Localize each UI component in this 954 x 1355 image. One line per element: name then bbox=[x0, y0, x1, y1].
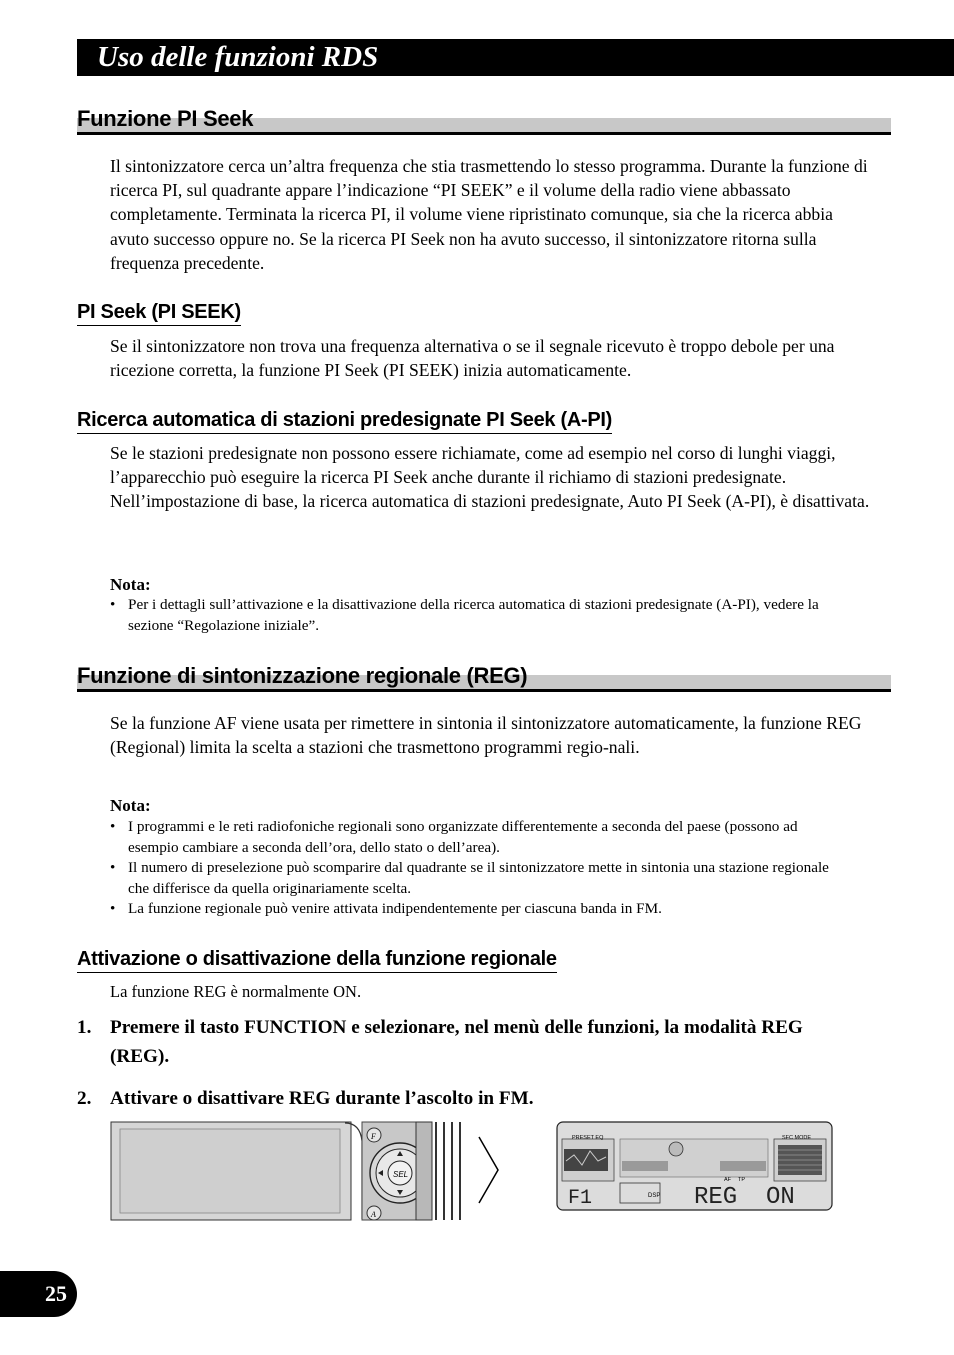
pi-seek-sub-paragraph bbox=[110, 334, 870, 382]
list-item: • I programmi e le reti radiofoniche regionali sono organizzate differentemente a seconda del paese (possono ad esempio cambiare a seconda dell’ora, dello stato o dell’area). bbox=[110, 818, 798, 856]
subheading-pi-seek: PI Seek (PI SEEK) bbox=[77, 300, 241, 326]
step-number: 1. bbox=[77, 1017, 92, 1038]
tp-indicator: TP bbox=[738, 1177, 746, 1183]
section-heading-text: Funzione PI Seek bbox=[77, 106, 254, 131]
attenuator-button-label: A bbox=[371, 1210, 376, 1219]
page-number-tab bbox=[0, 1271, 77, 1317]
sfc-mode-label: SFC MODE bbox=[782, 1135, 812, 1141]
band-readout: F1 bbox=[568, 1187, 593, 1210]
pi-seek-paragraph bbox=[110, 154, 870, 275]
subheading-reg-toggle: Attivazione o disattivazione della funzione regionale bbox=[77, 947, 557, 973]
section-heading-reg bbox=[77, 663, 891, 692]
api-paragraph bbox=[110, 441, 870, 514]
list-item: • La funzione regionale può venire attivata indipendentemente per ciascuna banda in FM. bbox=[110, 899, 850, 920]
paragraph-text: Il sintonizzatore cerca un’altra frequenza che stia trasmettendo lo stesso programma. Durante la funzione di ricerca PI, sul quadrante appare l’indicazione “PI SEEK” e il volume della radio viene abbassato completamente. Terminata la ricerca PI, il volume viene ripristinato comunque, sia che la ricerca abbia avuto successo oppure no. Se la ricerca PI Seek non ha avuto successo, il sintonizzatore ritorna sulla frequenza precedente. bbox=[110, 156, 868, 273]
paragraph-text: Nell’impostazione di base, la ricerca automatica di stazioni predesignate, Auto PI Seek (A-PI), è disattivata. bbox=[110, 491, 870, 512]
reg-note-list bbox=[110, 817, 850, 920]
paragraph-text: Se le stazioni predesignate non possono essere richiamate, come ad esempio nel corso di lunghi viaggi, l’apparecchio può eseguire la ricerca PI Seek anche durante il richiamo di stazioni predesignate. bbox=[110, 443, 836, 488]
page-header-bar bbox=[77, 39, 954, 76]
step-2 bbox=[77, 1084, 837, 1113]
page-header-title: Uso delle funzioni RDS bbox=[97, 41, 379, 73]
section-heading-text: Funzione di sintonizzazione regionale (REG) bbox=[77, 663, 528, 688]
preset-eq-label: PRESET EQ bbox=[572, 1135, 604, 1141]
display-reg-text: REG ON bbox=[694, 1184, 795, 1211]
paragraph-text: Se il sintonizzatore non trova una frequenza alternativa o se il segnale ricevuto è troppo debole per una ricezione corretta, la funzione PI Seek (PI SEEK) inizia automaticamente. bbox=[110, 336, 835, 381]
display-illustration bbox=[556, 1121, 833, 1211]
step-number: 2. bbox=[77, 1088, 92, 1109]
step-1 bbox=[77, 1013, 837, 1071]
page-number: 25 bbox=[45, 1281, 67, 1306]
list-item: • Per i dettagli sull’attivazione e la disattivazione della ricerca automatica di stazioni predesignate (A-PI), vedere la sezione “Regolazione iniziale”. bbox=[110, 596, 819, 634]
step-text: Attivare o disattivare REG durante l’ascolto in FM. bbox=[110, 1088, 534, 1109]
note-label: Nota: bbox=[110, 796, 151, 815]
bullet-icon: • bbox=[110, 596, 116, 613]
reg-intro-text: La funzione REG è normalmente ON. bbox=[110, 982, 362, 1001]
bullet-icon: • bbox=[110, 859, 116, 876]
bullet-icon: • bbox=[110, 818, 116, 835]
function-button-label: F bbox=[371, 1132, 376, 1141]
step-text: Premere il tasto FUNCTION e selezionare, nel menù delle funzioni, la modalità REG (REG). bbox=[110, 1017, 803, 1067]
dsp-indicator: DSP bbox=[648, 1193, 661, 1199]
note-label: Nota: bbox=[110, 575, 151, 594]
paragraph-text: Se la funzione AF viene usata per rimettere in sintonia il sintonizzatore automaticamente, la funzione REG (Regional) limita la scelta a stazioni che trasmettono programmi regio-nali. bbox=[110, 713, 862, 758]
sel-button-label: SEL bbox=[393, 1170, 409, 1179]
head-unit-panel-illustration bbox=[110, 1121, 462, 1221]
subheading-api: Ricerca automatica di stazioni predesignate PI Seek (A-PI) bbox=[77, 408, 612, 434]
section-heading-pi-seek bbox=[77, 106, 891, 135]
af-indicator: AF bbox=[724, 1177, 732, 1183]
chevron-right-icon bbox=[476, 1135, 502, 1205]
api-note-list bbox=[110, 595, 850, 636]
reg-paragraph bbox=[110, 711, 870, 759]
list-item: • Il numero di preselezione può scomparire dal quadrante se il sintonizzatore mette in sintonia una stazione regionale che differisce da quella originariamente scelta. bbox=[110, 859, 829, 897]
bullet-icon: • bbox=[110, 900, 116, 917]
